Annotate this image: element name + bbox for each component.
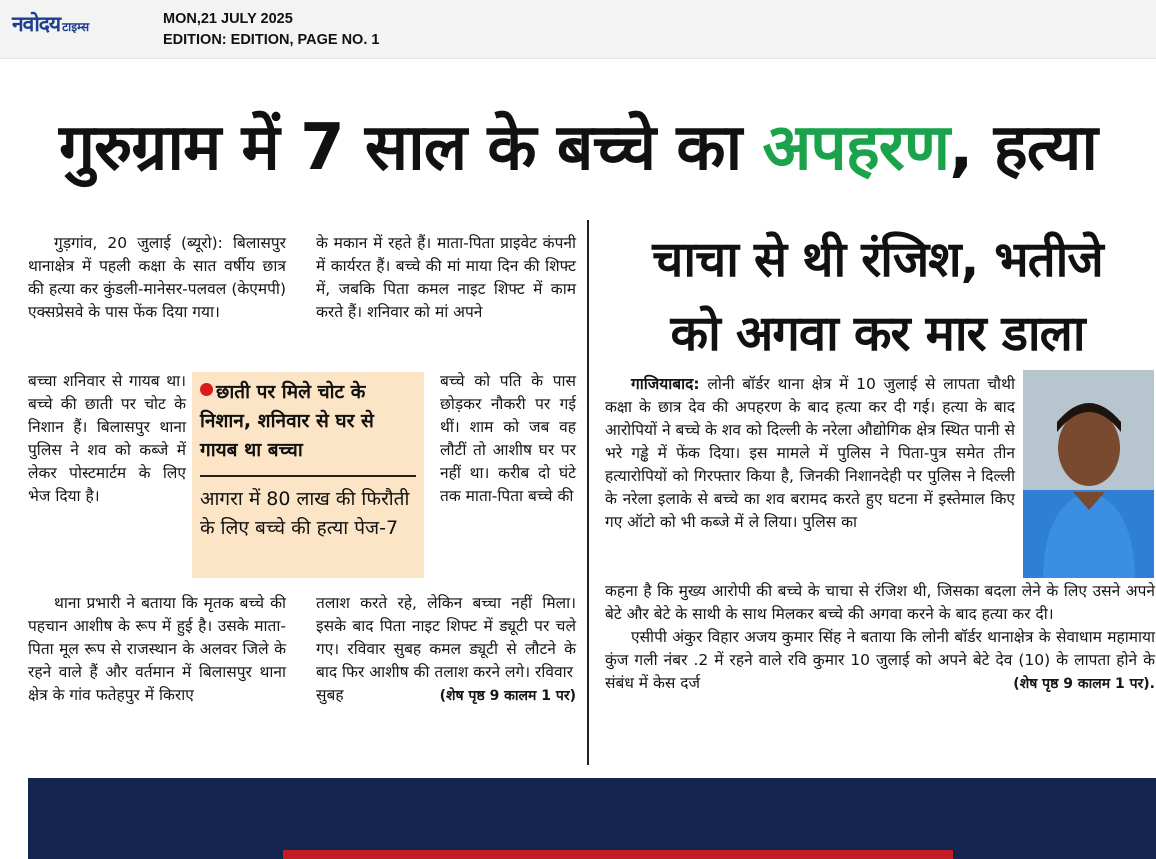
story2-headline [605, 223, 1150, 371]
story1-col1-mid [28, 370, 186, 508]
callout-divider [200, 475, 416, 477]
story1-col2-mid [440, 370, 576, 508]
story1-footer-line [316, 684, 576, 708]
story2-para1-wrap [605, 373, 1015, 534]
victim-photo [1023, 370, 1154, 578]
headline-highlight: अपहरण [762, 111, 950, 185]
story1-col2-bottom [316, 592, 576, 708]
story2-headline-line1: चाचा से थी रंजिश, भतीजे [652, 231, 1103, 288]
story2-para2: एसीपी अंकुर विहार अजय कुमार सिंह ने बताया कि लोनी बॉर्डर थानाक्षेत्र के सेवाधाम महामाया कुंज गली नंबर .2 में रहने वाले रवि कुमार 10 जुलाई को अपने बेटे देव (10) के लापता होने के संबंध में केस दर्ज [605, 628, 1155, 692]
newspaper-logo[interactable] [12, 10, 89, 36]
logo-sub: टाइम्स [62, 20, 90, 34]
story1-para: बच्चा शनिवार से गायब था। बच्चे की छाती पर चोट के निशान हैं। बिलासपुर थाना पुलिस ने शव को कब्जे में लेकर पोस्टमार्टम के लिए भेज दिया है। [28, 372, 186, 505]
headline-part2: , हत्या [949, 111, 1097, 185]
story1-para: बच्चे को पति के पास छोड़कर नौकरी पर गई थीं। शाम को जब वह लौटीं तो आशीष घर पर नहीं था। करीब दो घंटे तक माता-पिता बच्चे की [440, 372, 576, 505]
story2-lead: लोनी बॉर्डर थाना क्षेत्र में 10 जुलाई से लापता चौथी कक्षा के छात्र देव की अपहरण के बाद हत्या कर दी गई। हत्या के बाद आरोपियों ने बच्चे के शव को दिल्ली के नरेला औद्योगिक क्षेत्र स्थित पानी से भरे गड्ढे में फेंक दिया। इस मामले में पुलिस ने पिता-पुत्र समेत तीन हत्यारोपियों को गिरफ्तार किया है, जिनकी निशानदेही पर पुलिस ने दिल्ली के नरेला इलाके से बच्चे का शव बरामद करते हुए घटना में इस्तेमाल किए गए ऑटो को भी कब्जे में ले लिया। पुलिस का [605, 375, 1015, 531]
banner-red-stripe [283, 850, 953, 859]
bottom-advert-banner[interactable] [28, 778, 1156, 859]
edition-info [163, 9, 379, 51]
red-bullet-icon [200, 383, 213, 396]
story1-para: गुड़गांव, 20 जुलाई (ब्यूरो): बिलासपुर थानाक्षेत्र में पहली कक्षा के सात वर्षीय छात्र की हत्या कर कुंडली-मानेसर-पलवल (केएमपी) एक्सप्रेसवे के पास फेंक दिया गया। [28, 234, 286, 321]
column-divider [587, 220, 589, 765]
story1-para: थाना प्रभारी ने बताया कि मृतक बच्चे की पहचान आशीष के रूप में हुई है। उसके माता-पिता मूल रूप से राजस्थान के अलवर जिले के रहने वाले हैं और वर्तमान में बिलासपुर थाना क्षेत्र के गांव फतेहपुर में किराए [28, 594, 286, 704]
story2-dateline: गाजियाबाद: [631, 375, 700, 393]
story2-para1-full: कहना है कि मुख्य आरोपी की बच्चे के चाचा से रंजिश थी, जिसका बदला लेने के लिए उसने अपने बेटे और बेटे के साथी के साथ मिलकर बच्चे की अगवा करने के बाद हत्या कर दी। [605, 582, 1155, 623]
edition-line: EDITION: EDITION, PAGE NO. 1 [163, 32, 380, 48]
story1-col2-top [316, 232, 576, 324]
story1-para: तलाश करते रहे, लेकिन बच्चा नहीं मिला। इसके बाद पिता नाइट शिफ्ट में ड्यूटी पर चले गए। रविवार सुबह कमल ड्यूटी से लौटने के बाद फिर आशीष की तलाश करने लगे। रविवार [316, 594, 576, 681]
callout-highlight [200, 378, 416, 465]
story1-end-word: सुबह [316, 686, 344, 704]
story1-callout-box [192, 372, 424, 578]
photo-placeholder-icon [1023, 370, 1154, 578]
logo-main: नवोदय [12, 12, 61, 36]
date-line: MON,21 JULY 2025 [163, 11, 293, 27]
story1-col1-top [28, 232, 286, 324]
story2-para1 [605, 373, 1015, 534]
story1-para: के मकान में रहते हैं। माता-पिता प्राइवेट कंपनी में कार्यरत हैं। बच्चे की मां माया दिन की शिफ्ट में, जबकि पिता कमल नाइट शिफ्ट में काम करते हैं। शनिवार को मां अपने [316, 234, 576, 321]
story1-col1-bottom [28, 592, 286, 707]
callout-highlight-text: छाती पर मिले चोट के निशान, शनिवार से घर से गायब था बच्चा [200, 381, 374, 461]
headline-part1: गुरुग्राम में 7 साल के बच्चे का [59, 111, 763, 185]
callout-related-link[interactable]: आगरा में 80 लाख की फिरौती के लिए बच्चे की हत्या पेज-7 [200, 488, 410, 539]
story2-para1-cont [605, 580, 1155, 696]
story2-headline-line2: को अगवा कर मार डाला [670, 305, 1085, 362]
masthead [0, 0, 1156, 59]
main-headline [0, 98, 1156, 198]
story1-continuation[interactable]: (शेष पृष्ठ 9 कालम 1 पर) [439, 688, 576, 704]
story2-continuation[interactable]: (शेष पृष्ठ 9 कालम 1 पर). [1013, 676, 1155, 692]
